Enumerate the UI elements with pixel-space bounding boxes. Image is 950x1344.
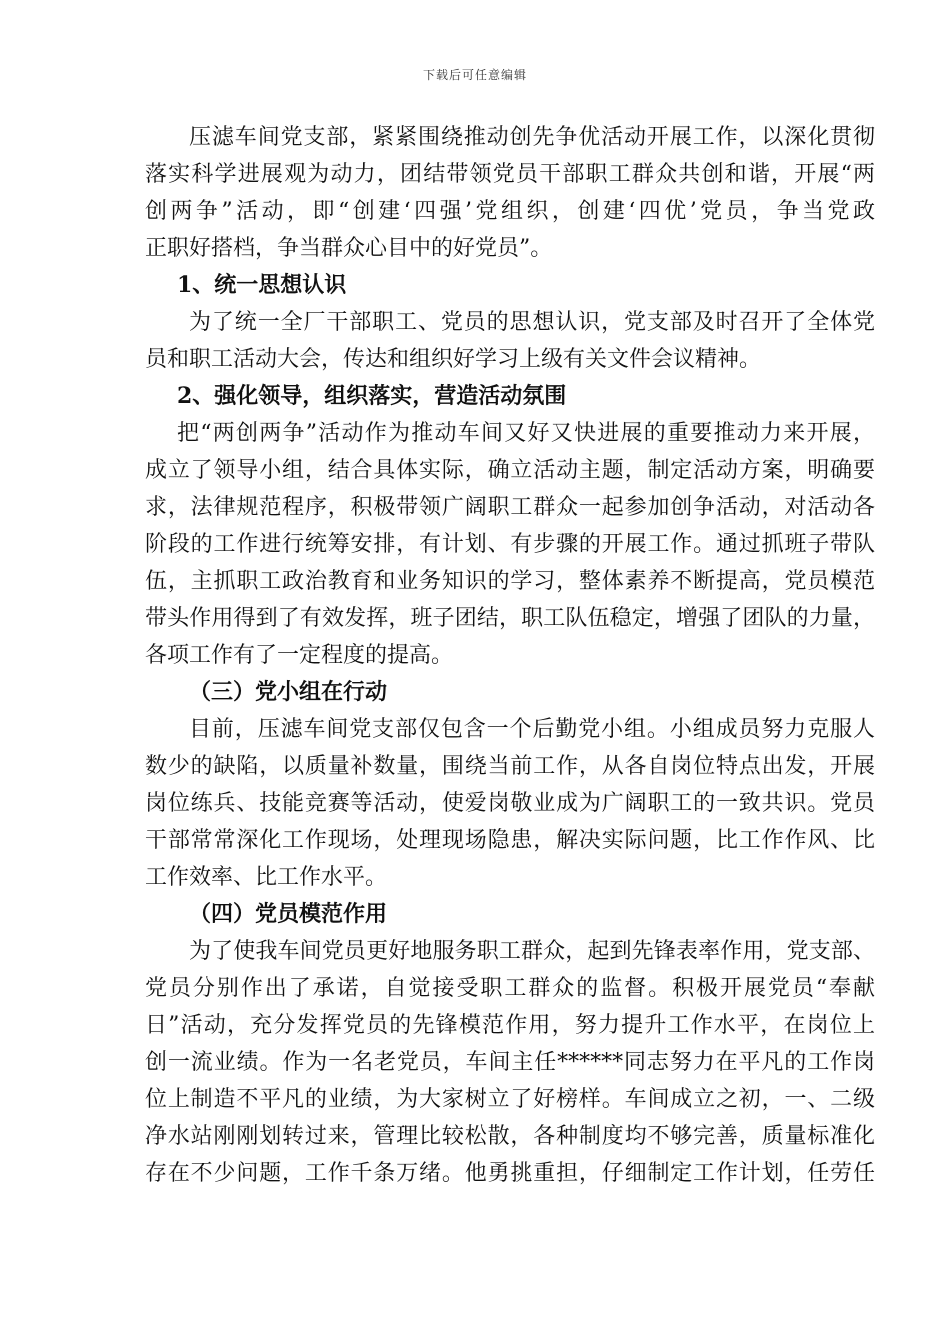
- paragraph-5-line-5: 位上制造不平凡的业绩，为大家树立了好榜样。车间成立之初，一、二级: [145, 1087, 875, 1112]
- paragraph-5-line-7: 存在不少问题，工作千条万绪。他勇挑重担，仔细制定工作计划，任劳任: [145, 1161, 875, 1186]
- paragraph-1-line-1: 压滤车间党支部，紧紧围绕推动创先争优活动开展工作，以深化贯彻: [189, 125, 875, 150]
- section-heading-2: 2、强化领导，组织落实，营造活动氛围: [177, 383, 567, 409]
- paragraph-2-line-1: 为了统一全厂干部职工、党员的思想认识，党支部及时召开了全体党: [189, 310, 875, 335]
- paragraph-5-line-4: 创一流业绩。作为一名老党员，车间主任******同志努力在平凡的工作岗: [145, 1050, 875, 1075]
- paragraph-3-line-7: 各项工作有了一定程度的提高。: [145, 643, 454, 668]
- paragraph-3-line-1: 把“两创两争”活动作为推动车间又好又快进展的重要推动力来开展，: [177, 421, 875, 446]
- paragraph-5-line-2: 党员分别作出了承诺，自觉接受职工群众的监督。积极开展党员“奉献: [145, 976, 875, 1001]
- paragraph-1-line-3: 创两争”活动，即“创建‘四强’党组织，创建‘四优’党员，争当党政: [145, 199, 875, 224]
- paragraph-3-line-2: 成立了领导小组，结合具体实际，确立活动主题，制定活动方案，明确要: [145, 458, 875, 483]
- paragraph-1-line-2: 落实科学进展观为动力，团结带领党员干部职工群众共创和谐，开展“两: [145, 162, 875, 187]
- paragraph-5-line-1: 为了使我车间党员更好地服务职工群众，起到先锋表率作用，党支部、: [189, 939, 875, 964]
- section-heading-4: （四）党员模范作用: [189, 901, 388, 927]
- paragraph-4-line-3: 岗位练兵、技能竞赛等活动，使爱岗敬业成为广阔职工的一致共识。党员: [145, 791, 875, 816]
- paragraph-4-line-2: 数少的缺陷，以质量补数量，围绕当前工作，从各自岗位特点出发，开展: [145, 754, 875, 779]
- section-heading-3: （三）党小组在行动: [189, 679, 388, 705]
- paragraph-3-line-5: 伍，主抓职工政治教育和业务知识的学习，整体素养不断提高，党员模范: [145, 569, 875, 594]
- paragraph-3-line-6: 带头作用得到了有效发挥，班子团结，职工队伍稳定，增强了团队的力量，: [145, 606, 875, 631]
- paragraph-4-line-4: 干部常常深化工作现场，处理现场隐患，解决实际问题，比工作作风、比: [145, 828, 875, 853]
- paragraph-4-line-5: 工作效率、比工作水平。: [145, 865, 388, 890]
- paragraph-5-line-3: 日”活动，充分发挥党员的先锋模范作用，努力提升工作水平，在岗位上: [145, 1013, 875, 1038]
- paragraph-1-line-4: 正职好搭档，争当群众心目中的好党员”。: [145, 236, 553, 261]
- document-body: [145, 119, 875, 1192]
- header-note: 下载后可任意编辑: [422, 68, 527, 82]
- paragraph-3-line-4: 阶段的工作进行统筹安排，有计划、有步骤的开展工作。通过抓班子带队: [145, 532, 875, 557]
- section-heading-1: 1、统一思想认识: [177, 272, 347, 298]
- paragraph-3-line-3: 求，法律规范程序，积极带领广阔职工群众一起参加创争活动，对活动各: [145, 495, 875, 520]
- paragraph-2-line-2: 员和职工活动大会，传达和组织好学习上级有关文件会议精神。: [145, 347, 762, 372]
- paragraph-4-line-1: 目前，压滤车间党支部仅包含一个后勤党小组。小组成员努力克服人: [189, 717, 875, 742]
- paragraph-5-line-6: 净水站刚刚划转过来，管理比较松散，各种制度均不够完善，质量标准化: [145, 1124, 875, 1149]
